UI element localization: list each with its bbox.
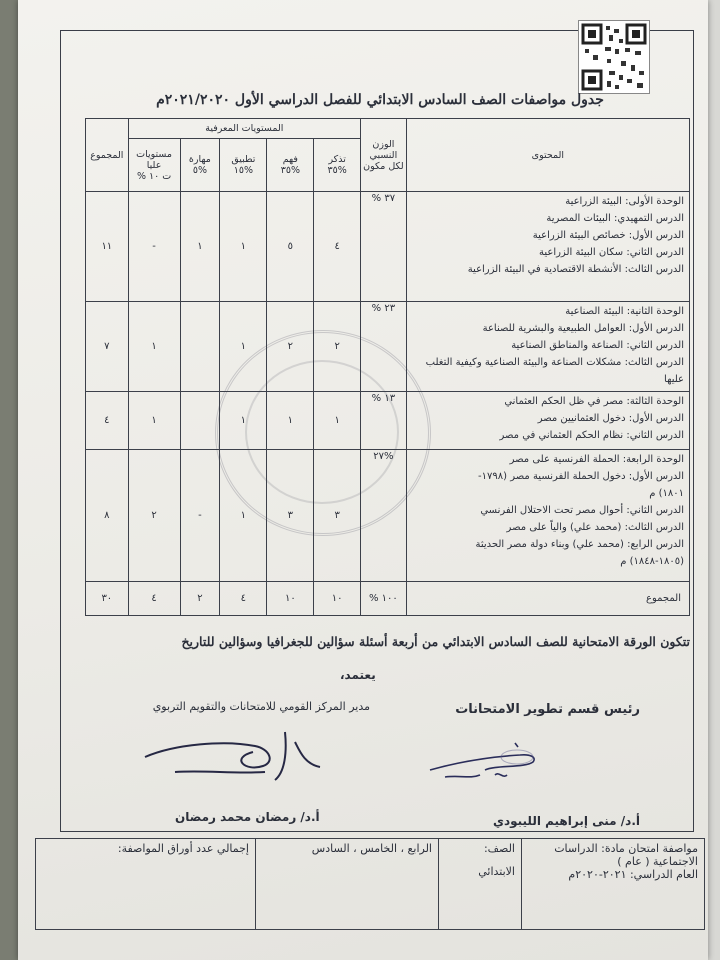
cell-value: ١	[128, 302, 180, 392]
cell-value: ١	[314, 392, 361, 450]
cell-total: ٨	[86, 450, 129, 582]
background-right	[706, 0, 720, 960]
footer-grade-value: الابتدائي	[478, 865, 515, 878]
signature-left	[135, 722, 325, 796]
footer-grade-label: الصف:	[483, 842, 515, 855]
cell-value: ٣	[267, 450, 314, 582]
sum-value: ١٠	[314, 582, 361, 616]
sum-value: ١٠	[267, 582, 314, 616]
unit-content: الوحدة الثانية: البيئة الصناعية الدرس الأول: العوامل الطبيعية والبشرية للصناعة الدرس الثاني: الصناعة والمناطق الصناعية الدرس الثالث: مشكلات الصناعة والبيئة الصناعية وكيفية التغلب عليها	[406, 302, 689, 392]
cell-value: ١	[220, 302, 267, 392]
header-levels: المستويات المعرفية	[128, 119, 360, 139]
level-header: فهم %٣٥	[267, 139, 314, 192]
unit-weight: ١٣ %	[361, 392, 407, 450]
cell-total: ٧	[86, 302, 129, 392]
header-weight: الوزن النسبي لكل مكون	[361, 119, 407, 192]
signatory-right-name: أ.د/ منى إبراهيم الليبودي	[492, 814, 640, 828]
sum-total: ٣٠	[86, 582, 129, 616]
unit-content: الوحدة الأولى: البيئة الزراعية الدرس التمهيدي: البيئات المصرية الدرس الأول: خصائص البيئة الزراعية الدرس الثاني: سكان البيئة الزراعية الدرس الثالث: الأنشطة الاقتصادية في البيئة الزراعية	[406, 192, 689, 302]
unit-weight: ٢٣ %	[361, 302, 407, 392]
footer-grade-cell	[439, 839, 522, 930]
footer-table	[35, 838, 705, 930]
signatory-left-title: مدير المركز القومي للامتحانات والتقويم التربوي	[152, 700, 370, 713]
signatory-left-name: أ.د/ رمضان محمد رمضان	[175, 810, 320, 824]
document-title: جدول مواصفات الصف السادس الابتدائي للفصل الدراسي الأول ٢٠٢١/٢٠٢٠م	[156, 92, 604, 108]
cell-value	[180, 302, 220, 392]
table-header-row	[86, 119, 690, 139]
sum-value: ٤	[220, 582, 267, 616]
unit-weight: %٢٧	[361, 450, 407, 582]
signatory-right-title: رئيس قسم تطوير الامتحانات	[455, 702, 640, 717]
sum-value: ٤	[128, 582, 180, 616]
level-header: تطبيق %١٥	[220, 139, 267, 192]
level-header: تذكر %٣٥	[314, 139, 361, 192]
cell-value: ٤	[314, 192, 361, 302]
signature-right	[425, 735, 555, 789]
specification-table	[85, 118, 690, 616]
table-row	[86, 450, 690, 582]
level-header: مستويات عليا ت ١٠ %	[128, 139, 180, 192]
table-row	[86, 192, 690, 302]
footer-spec-cell	[522, 839, 705, 930]
footer-spec-line: الاجتماعية ( عام )	[617, 855, 698, 868]
level-header: مهارة %٥	[180, 139, 220, 192]
cell-value: ٢	[314, 302, 361, 392]
background-left	[0, 0, 18, 960]
footer-grades-cell	[256, 839, 439, 930]
cell-value	[180, 392, 220, 450]
table-row	[86, 302, 690, 392]
cell-value: -	[128, 192, 180, 302]
cell-value: ١	[220, 392, 267, 450]
footer-grades: الرابع ، الخامس ، السادس	[311, 842, 432, 855]
cell-value: -	[180, 450, 220, 582]
sum-weight: ١٠٠ %	[361, 582, 407, 616]
cell-value: ٥	[267, 192, 314, 302]
cell-value: ١	[180, 192, 220, 302]
cell-value: ٢	[267, 302, 314, 392]
cell-value: ١	[220, 450, 267, 582]
approval-label: يعتمد،	[340, 668, 376, 682]
cell-total: ٤	[86, 392, 129, 450]
unit-weight: ٣٧ %	[361, 192, 407, 302]
table-sum-row	[86, 582, 690, 616]
footer-pages-label: إجمالي عدد أوراق المواصفة:	[117, 842, 249, 855]
cell-total: ١١	[86, 192, 129, 302]
cell-value: ٢	[128, 450, 180, 582]
footer-spec-line: العام الدراسي: ٢٠٢١-٢٠٢٠م	[568, 868, 698, 881]
unit-content: الوحدة الرابعة: الحملة الفرنسية على مصر الدرس الأول: دخول الحملة الفرنسية مصر (١٧٩٨- ١٨٠١) م الدرس الثاني: أحوال مصر تحت الاحتلال الفرنسي الدرس الثالث: (محمد علي) والياً على مصر الدرس الرابع: (محمد علي) وبناء دولة مصر الحديثة (١٨٠٥-١٨٤٨) م	[406, 450, 689, 582]
table-row	[86, 392, 690, 450]
header-total: المجموع	[86, 119, 129, 192]
header-content: المحتوى	[406, 119, 689, 192]
cell-value: ١	[267, 392, 314, 450]
sum-value: ٢	[180, 582, 220, 616]
footer-pages-cell	[36, 839, 256, 930]
cell-value: ١	[128, 392, 180, 450]
cell-value: ٣	[314, 450, 361, 582]
footer-spec-line: مواصفة امتحان مادة: الدراسات	[554, 842, 698, 855]
exam-note: تتكون الورقة الامتحانية للصف السادس الابتدائي من أربعة أسئلة سؤالين للجغرافيا وسؤالين للتاريخ	[181, 634, 690, 649]
cell-value: ١	[220, 192, 267, 302]
unit-content: الوحدة الثالثة: مصر في ظل الحكم العثماني الدرس الأول: دخول العثمانيين مصر الدرس الثاني: نظام الحكم العثماني في مصر	[406, 392, 689, 450]
qr-code	[578, 20, 650, 94]
sum-label: المجموع	[406, 582, 689, 616]
